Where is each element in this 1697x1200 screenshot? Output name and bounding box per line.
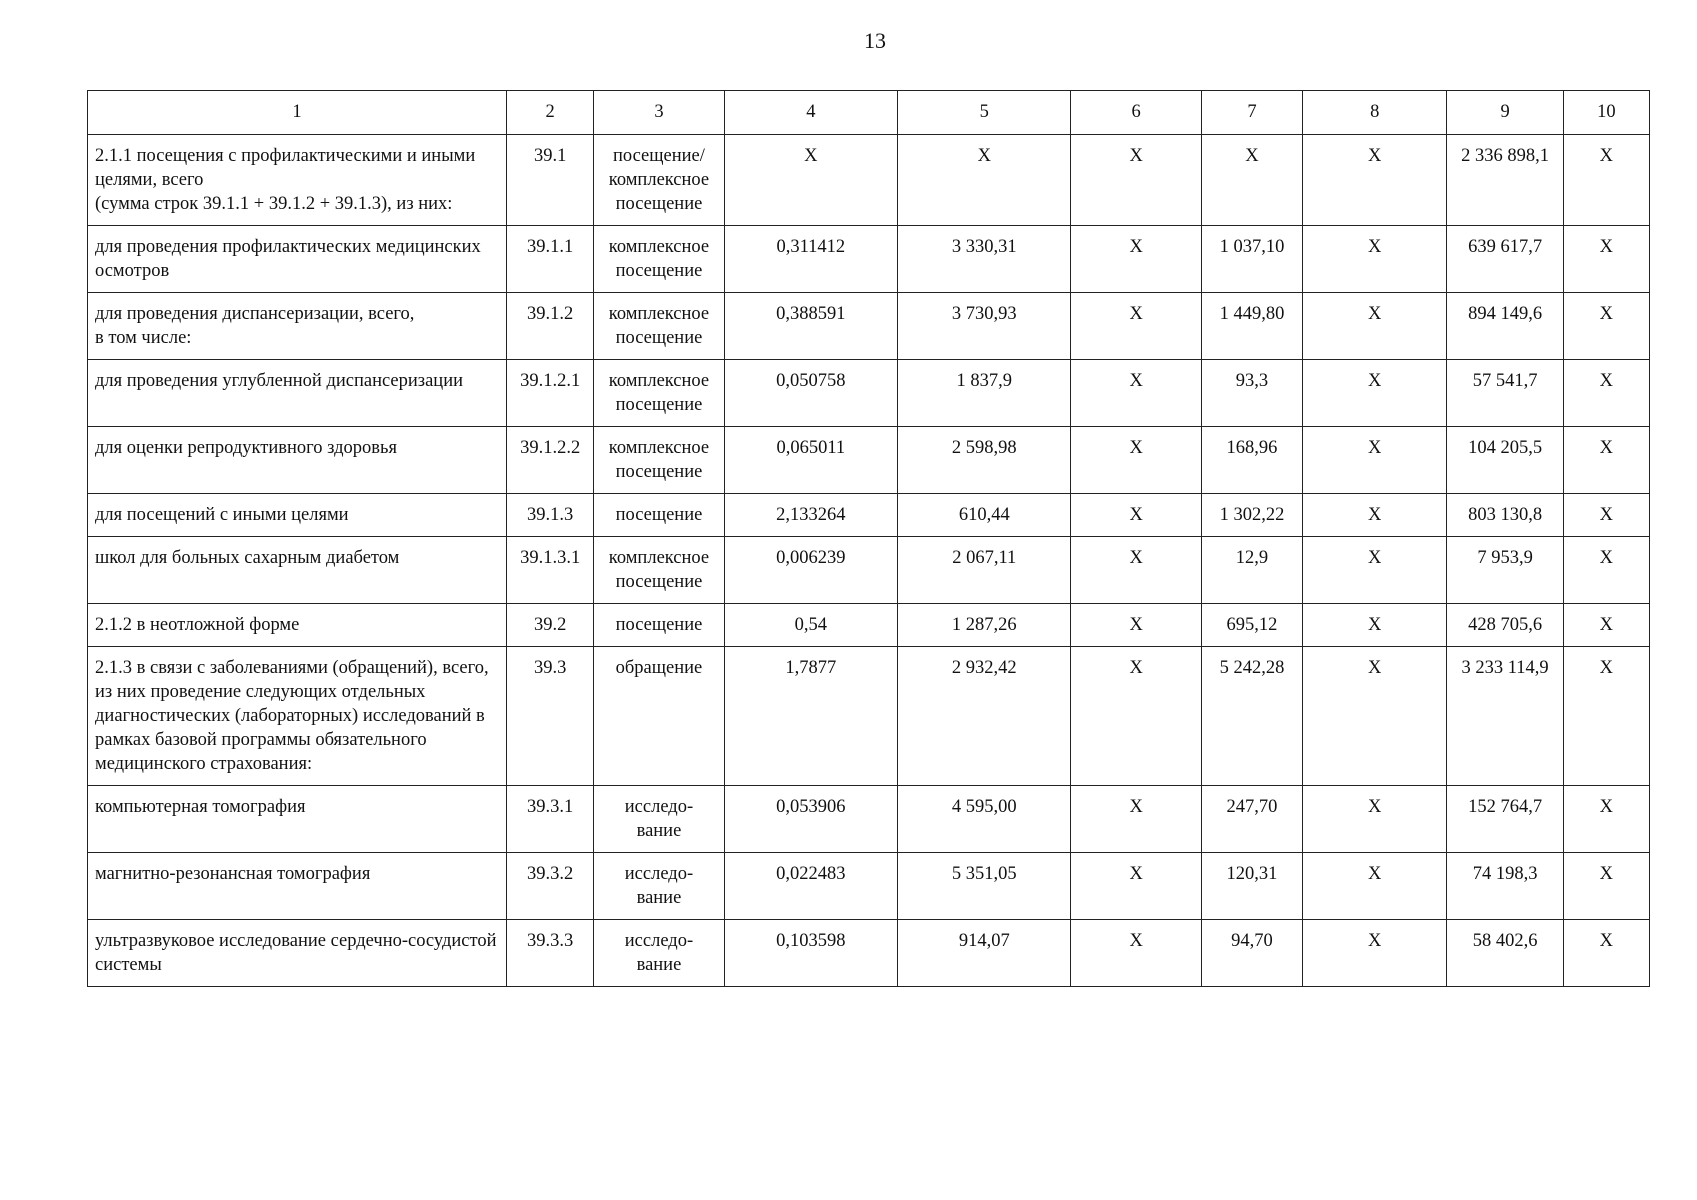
cell-col8: Х bbox=[1303, 604, 1447, 647]
cell-col9: 58 402,6 bbox=[1447, 920, 1563, 987]
cell-col4: 0,388591 bbox=[724, 293, 897, 360]
column-header: 8 bbox=[1303, 91, 1447, 135]
cell-col7: 5 242,28 bbox=[1201, 647, 1302, 786]
cell-col7: 695,12 bbox=[1201, 604, 1302, 647]
cell-col4: 0,053906 bbox=[724, 786, 897, 853]
cell-col8: Х bbox=[1303, 853, 1447, 920]
cell-col6: Х bbox=[1071, 647, 1201, 786]
cell-col7: 1 449,80 bbox=[1201, 293, 1302, 360]
cell-col4: Х bbox=[724, 135, 897, 226]
row-code: 39.3.3 bbox=[507, 920, 594, 987]
cell-col9: 3 233 114,9 bbox=[1447, 647, 1563, 786]
cell-col8: Х bbox=[1303, 226, 1447, 293]
cell-col10: Х bbox=[1563, 135, 1649, 226]
cell-col6: Х bbox=[1071, 853, 1201, 920]
row-name: 2.1.1 посещения с профилактическими и иными целями, всего (сумма строк 39.1.1 + 39.1.2 + 39.1.3), из них: bbox=[88, 135, 507, 226]
cell-col7: 93,3 bbox=[1201, 360, 1302, 427]
cell-col7: 120,31 bbox=[1201, 853, 1302, 920]
column-header: 4 bbox=[724, 91, 897, 135]
row-unit: комплексное посещение bbox=[594, 537, 724, 604]
cell-col6: Х bbox=[1071, 427, 1201, 494]
cell-col8: Х bbox=[1303, 360, 1447, 427]
cell-col7: 12,9 bbox=[1201, 537, 1302, 604]
cell-col5: 914,07 bbox=[898, 920, 1071, 987]
cell-col6: Х bbox=[1071, 786, 1201, 853]
cell-col8: Х bbox=[1303, 494, 1447, 537]
column-header: 5 bbox=[898, 91, 1071, 135]
cell-col8: Х bbox=[1303, 135, 1447, 226]
cell-col10: Х bbox=[1563, 920, 1649, 987]
row-unit: обращение bbox=[594, 647, 724, 786]
cell-col7: 1 302,22 bbox=[1201, 494, 1302, 537]
cell-col9: 7 953,9 bbox=[1447, 537, 1563, 604]
cell-col5: 1 837,9 bbox=[898, 360, 1071, 427]
cell-col9: 104 205,5 bbox=[1447, 427, 1563, 494]
cell-col10: Х bbox=[1563, 360, 1649, 427]
row-code: 39.1.2.1 bbox=[507, 360, 594, 427]
row-unit: посещение/ комплексное посещение bbox=[594, 135, 724, 226]
row-unit: исследо- вание bbox=[594, 920, 724, 987]
row-name: 2.1.2 в неотложной форме bbox=[88, 604, 507, 647]
cell-col4: 0,103598 bbox=[724, 920, 897, 987]
column-header: 9 bbox=[1447, 91, 1563, 135]
row-code: 39.1.3 bbox=[507, 494, 594, 537]
row-code: 39.2 bbox=[507, 604, 594, 647]
table-row bbox=[88, 135, 1650, 226]
table-row bbox=[88, 786, 1650, 853]
column-header: 2 bbox=[507, 91, 594, 135]
cell-col4: 0,54 bbox=[724, 604, 897, 647]
cell-col7: 247,70 bbox=[1201, 786, 1302, 853]
cell-col5: 1 287,26 bbox=[898, 604, 1071, 647]
cell-col10: Х bbox=[1563, 537, 1649, 604]
cell-col6: Х bbox=[1071, 360, 1201, 427]
cell-col4: 0,022483 bbox=[724, 853, 897, 920]
row-name: для оценки репродуктивного здоровья bbox=[88, 427, 507, 494]
cell-col8: Х bbox=[1303, 647, 1447, 786]
cell-col10: Х bbox=[1563, 293, 1649, 360]
cell-col5: 2 067,11 bbox=[898, 537, 1071, 604]
cell-col10: Х bbox=[1563, 853, 1649, 920]
row-unit: комплексное посещение bbox=[594, 226, 724, 293]
row-unit: посещение bbox=[594, 494, 724, 537]
cell-col10: Х bbox=[1563, 427, 1649, 494]
row-code: 39.1.3.1 bbox=[507, 537, 594, 604]
cell-col6: Х bbox=[1071, 494, 1201, 537]
row-code: 39.3 bbox=[507, 647, 594, 786]
cell-col6: Х bbox=[1071, 604, 1201, 647]
row-name: компьютерная томография bbox=[88, 786, 507, 853]
cell-col4: 0,050758 bbox=[724, 360, 897, 427]
row-name: магнитно-резонансная томография bbox=[88, 853, 507, 920]
cell-col4: 0,311412 bbox=[724, 226, 897, 293]
row-code: 39.1.1 bbox=[507, 226, 594, 293]
row-code: 39.1.2.2 bbox=[507, 427, 594, 494]
cell-col6: Х bbox=[1071, 920, 1201, 987]
column-header: 7 bbox=[1201, 91, 1302, 135]
cell-col6: Х bbox=[1071, 135, 1201, 226]
cell-col8: Х bbox=[1303, 786, 1447, 853]
cell-col9: 57 541,7 bbox=[1447, 360, 1563, 427]
cell-col5: Х bbox=[898, 135, 1071, 226]
cell-col8: Х bbox=[1303, 427, 1447, 494]
cell-col5: 2 598,98 bbox=[898, 427, 1071, 494]
cell-col8: Х bbox=[1303, 293, 1447, 360]
cell-col9: 152 764,7 bbox=[1447, 786, 1563, 853]
table-row bbox=[88, 293, 1650, 360]
row-name: для проведения диспансеризации, всего, в том числе: bbox=[88, 293, 507, 360]
cell-col10: Х bbox=[1563, 604, 1649, 647]
cell-col9: 428 705,6 bbox=[1447, 604, 1563, 647]
cell-col4: 0,065011 bbox=[724, 427, 897, 494]
cell-col6: Х bbox=[1071, 293, 1201, 360]
cell-col5: 5 351,05 bbox=[898, 853, 1071, 920]
row-unit: исследо- вание bbox=[594, 853, 724, 920]
row-code: 39.1.2 bbox=[507, 293, 594, 360]
cell-col6: Х bbox=[1071, 537, 1201, 604]
table-row bbox=[88, 853, 1650, 920]
cell-col9: 2 336 898,1 bbox=[1447, 135, 1563, 226]
row-name: 2.1.3 в связи с заболеваниями (обращений), всего, из них проведение следующих отдельных диагностических (лабораторных) исследований в рамках базовой программы обязательного медицинского страхования: bbox=[88, 647, 507, 786]
cell-col4: 1,7877 bbox=[724, 647, 897, 786]
data-table bbox=[87, 90, 1650, 987]
cell-col10: Х bbox=[1563, 226, 1649, 293]
cell-col7: 94,70 bbox=[1201, 920, 1302, 987]
cell-col9: 803 130,8 bbox=[1447, 494, 1563, 537]
cell-col9: 894 149,6 bbox=[1447, 293, 1563, 360]
cell-col5: 3 730,93 bbox=[898, 293, 1071, 360]
column-header: 10 bbox=[1563, 91, 1649, 135]
cell-col5: 610,44 bbox=[898, 494, 1071, 537]
cell-col8: Х bbox=[1303, 920, 1447, 987]
cell-col10: Х bbox=[1563, 494, 1649, 537]
table-row bbox=[88, 427, 1650, 494]
page-number: 13 bbox=[864, 28, 886, 53]
row-unit: посещение bbox=[594, 604, 724, 647]
row-name: для посещений с иными целями bbox=[88, 494, 507, 537]
row-code: 39.3.2 bbox=[507, 853, 594, 920]
row-name: ультразвуковое исследование сердечно-сосудистой системы bbox=[88, 920, 507, 987]
cell-col10: Х bbox=[1563, 647, 1649, 786]
table-row bbox=[88, 537, 1650, 604]
cell-col7: 1 037,10 bbox=[1201, 226, 1302, 293]
row-name: школ для больных сахарным диабетом bbox=[88, 537, 507, 604]
table-row bbox=[88, 494, 1650, 537]
table-row bbox=[88, 360, 1650, 427]
table-row bbox=[88, 647, 1650, 786]
cell-col9: 639 617,7 bbox=[1447, 226, 1563, 293]
column-header: 3 bbox=[594, 91, 724, 135]
cell-col8: Х bbox=[1303, 537, 1447, 604]
row-unit: исследо- вание bbox=[594, 786, 724, 853]
cell-col5: 3 330,31 bbox=[898, 226, 1071, 293]
cell-col5: 4 595,00 bbox=[898, 786, 1071, 853]
table-row bbox=[88, 226, 1650, 293]
cell-col10: Х bbox=[1563, 786, 1649, 853]
row-name: для проведения углубленной диспансеризации bbox=[88, 360, 507, 427]
row-unit: комплексное посещение bbox=[594, 293, 724, 360]
table-row bbox=[88, 604, 1650, 647]
column-header: 1 bbox=[88, 91, 507, 135]
row-name: для проведения профилактических медицинских осмотров bbox=[88, 226, 507, 293]
cell-col4: 2,133264 bbox=[724, 494, 897, 537]
cell-col4: 0,006239 bbox=[724, 537, 897, 604]
cell-col6: Х bbox=[1071, 226, 1201, 293]
cell-col9: 74 198,3 bbox=[1447, 853, 1563, 920]
cell-col7: 168,96 bbox=[1201, 427, 1302, 494]
cell-col5: 2 932,42 bbox=[898, 647, 1071, 786]
row-code: 39.3.1 bbox=[507, 786, 594, 853]
header-row bbox=[88, 91, 1650, 135]
row-unit: комплексное посещение bbox=[594, 427, 724, 494]
table-row bbox=[88, 920, 1650, 987]
column-header: 6 bbox=[1071, 91, 1201, 135]
row-unit: комплексное посещение bbox=[594, 360, 724, 427]
row-code: 39.1 bbox=[507, 135, 594, 226]
cell-col7: Х bbox=[1201, 135, 1302, 226]
